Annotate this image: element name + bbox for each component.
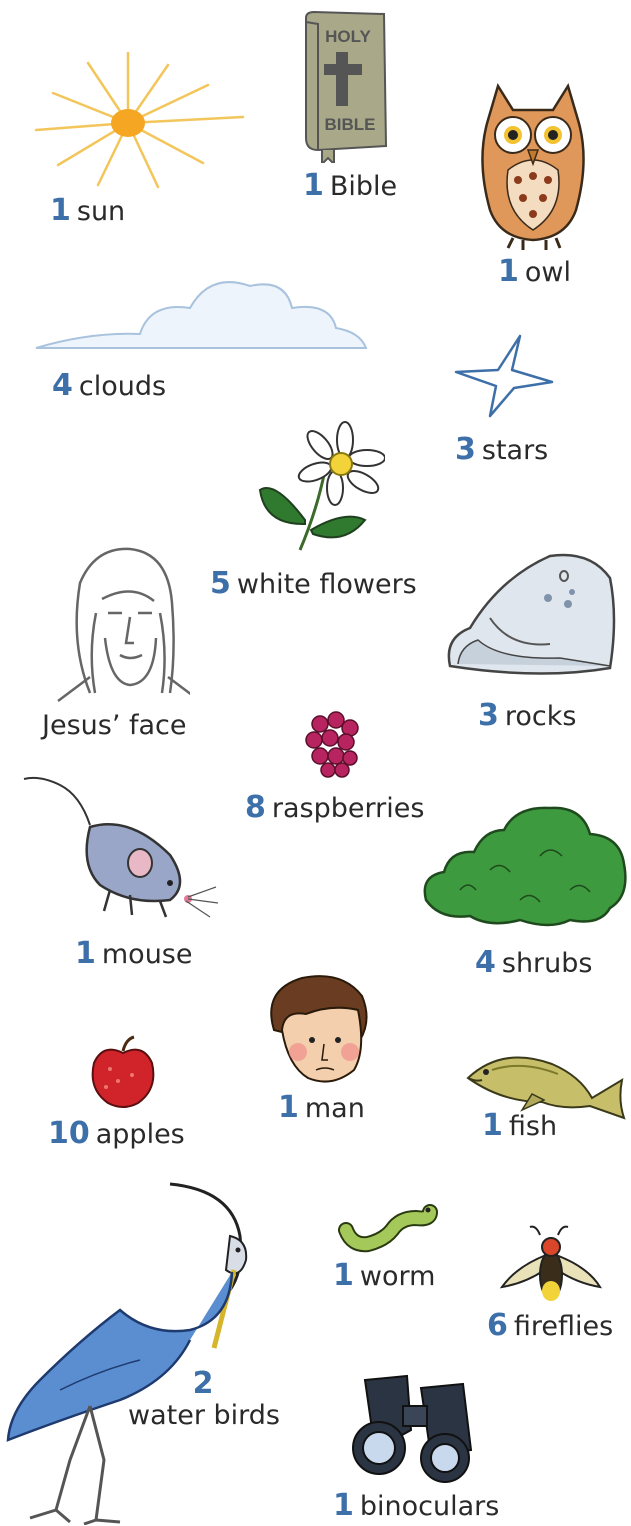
owl-icon — [468, 80, 598, 250]
bible-label — [303, 170, 397, 203]
birds-count: 2 — [192, 1366, 214, 1401]
fireflies-name: fireflies — [513, 1311, 614, 1342]
man-icon — [262, 970, 377, 1090]
owl-label — [498, 256, 571, 289]
bible-icon — [298, 8, 393, 163]
fireflies-count: 6 — [487, 1308, 508, 1343]
bible-cover-bottom: BIBLE — [324, 115, 376, 134]
mouse-label — [75, 938, 193, 971]
shrubs-label — [475, 947, 592, 980]
worm-count: 1 — [333, 1258, 354, 1293]
binoculars-count: 1 — [333, 1488, 354, 1523]
flower-icon — [255, 420, 385, 555]
mouse-count: 1 — [75, 936, 96, 971]
worm-label — [333, 1260, 435, 1293]
stars-name: stars — [481, 435, 549, 466]
bible-count: 1 — [303, 168, 324, 203]
flowers-count: 5 — [210, 566, 231, 601]
worm-name: worm — [359, 1261, 436, 1292]
stars-label — [455, 434, 548, 467]
owl-count: 1 — [498, 254, 519, 289]
flowers-label — [210, 568, 417, 601]
jesus-label — [42, 710, 187, 742]
stars-count: 3 — [455, 432, 476, 467]
owl-name: owl — [524, 257, 571, 288]
heron-icon — [0, 1180, 260, 1525]
rocks-name: rocks — [504, 701, 577, 732]
man-count: 1 — [278, 1090, 299, 1125]
clouds-label — [52, 370, 166, 403]
flowers-name: white flowers — [236, 569, 417, 600]
fireflies-label — [487, 1310, 613, 1343]
shrubs-name: shrubs — [501, 948, 593, 979]
apples-name: apples — [95, 1119, 185, 1150]
sun-count: 1 — [50, 193, 71, 228]
raspberries-name: raspberries — [271, 793, 425, 824]
sun-name: sun — [76, 196, 126, 227]
rock-icon — [440, 548, 620, 683]
man-label — [278, 1092, 365, 1125]
raspberries-count: 8 — [245, 790, 266, 825]
birds-name: water birds — [128, 1400, 280, 1431]
shrubs-count: 4 — [475, 945, 496, 980]
jesus-name: Jesus’ face — [42, 710, 187, 741]
apples-label — [48, 1118, 185, 1151]
fish-label — [482, 1110, 557, 1143]
cloud-icon — [30, 262, 370, 362]
fish-count: 1 — [482, 1108, 503, 1143]
apple-icon — [88, 1035, 158, 1110]
rocks-count: 3 — [478, 698, 499, 733]
binoculars-icon — [345, 1370, 485, 1485]
clouds-count: 4 — [52, 368, 73, 403]
firefly-icon — [496, 1225, 606, 1315]
clouds-name: clouds — [78, 371, 167, 402]
birds-label — [128, 1368, 278, 1432]
man-name: man — [304, 1093, 365, 1124]
sun-icon — [28, 45, 258, 195]
sun-label — [50, 195, 125, 228]
bible-name: Bible — [329, 171, 398, 202]
face-icon — [50, 543, 190, 703]
mouse-name: mouse — [101, 939, 193, 970]
rocks-label — [478, 700, 576, 733]
fish-name: fish — [508, 1111, 558, 1142]
mouse-icon — [20, 775, 220, 925]
star-icon — [452, 330, 557, 420]
binoculars-label — [333, 1490, 499, 1523]
apples-count: 10 — [48, 1116, 90, 1151]
shrub-icon — [420, 800, 630, 930]
worm-icon — [338, 1200, 438, 1256]
binoculars-name: binoculars — [359, 1491, 500, 1522]
bible-cover-top: HOLY — [325, 27, 371, 46]
raspberries-label — [245, 792, 424, 825]
raspberry-icon — [300, 710, 364, 782]
